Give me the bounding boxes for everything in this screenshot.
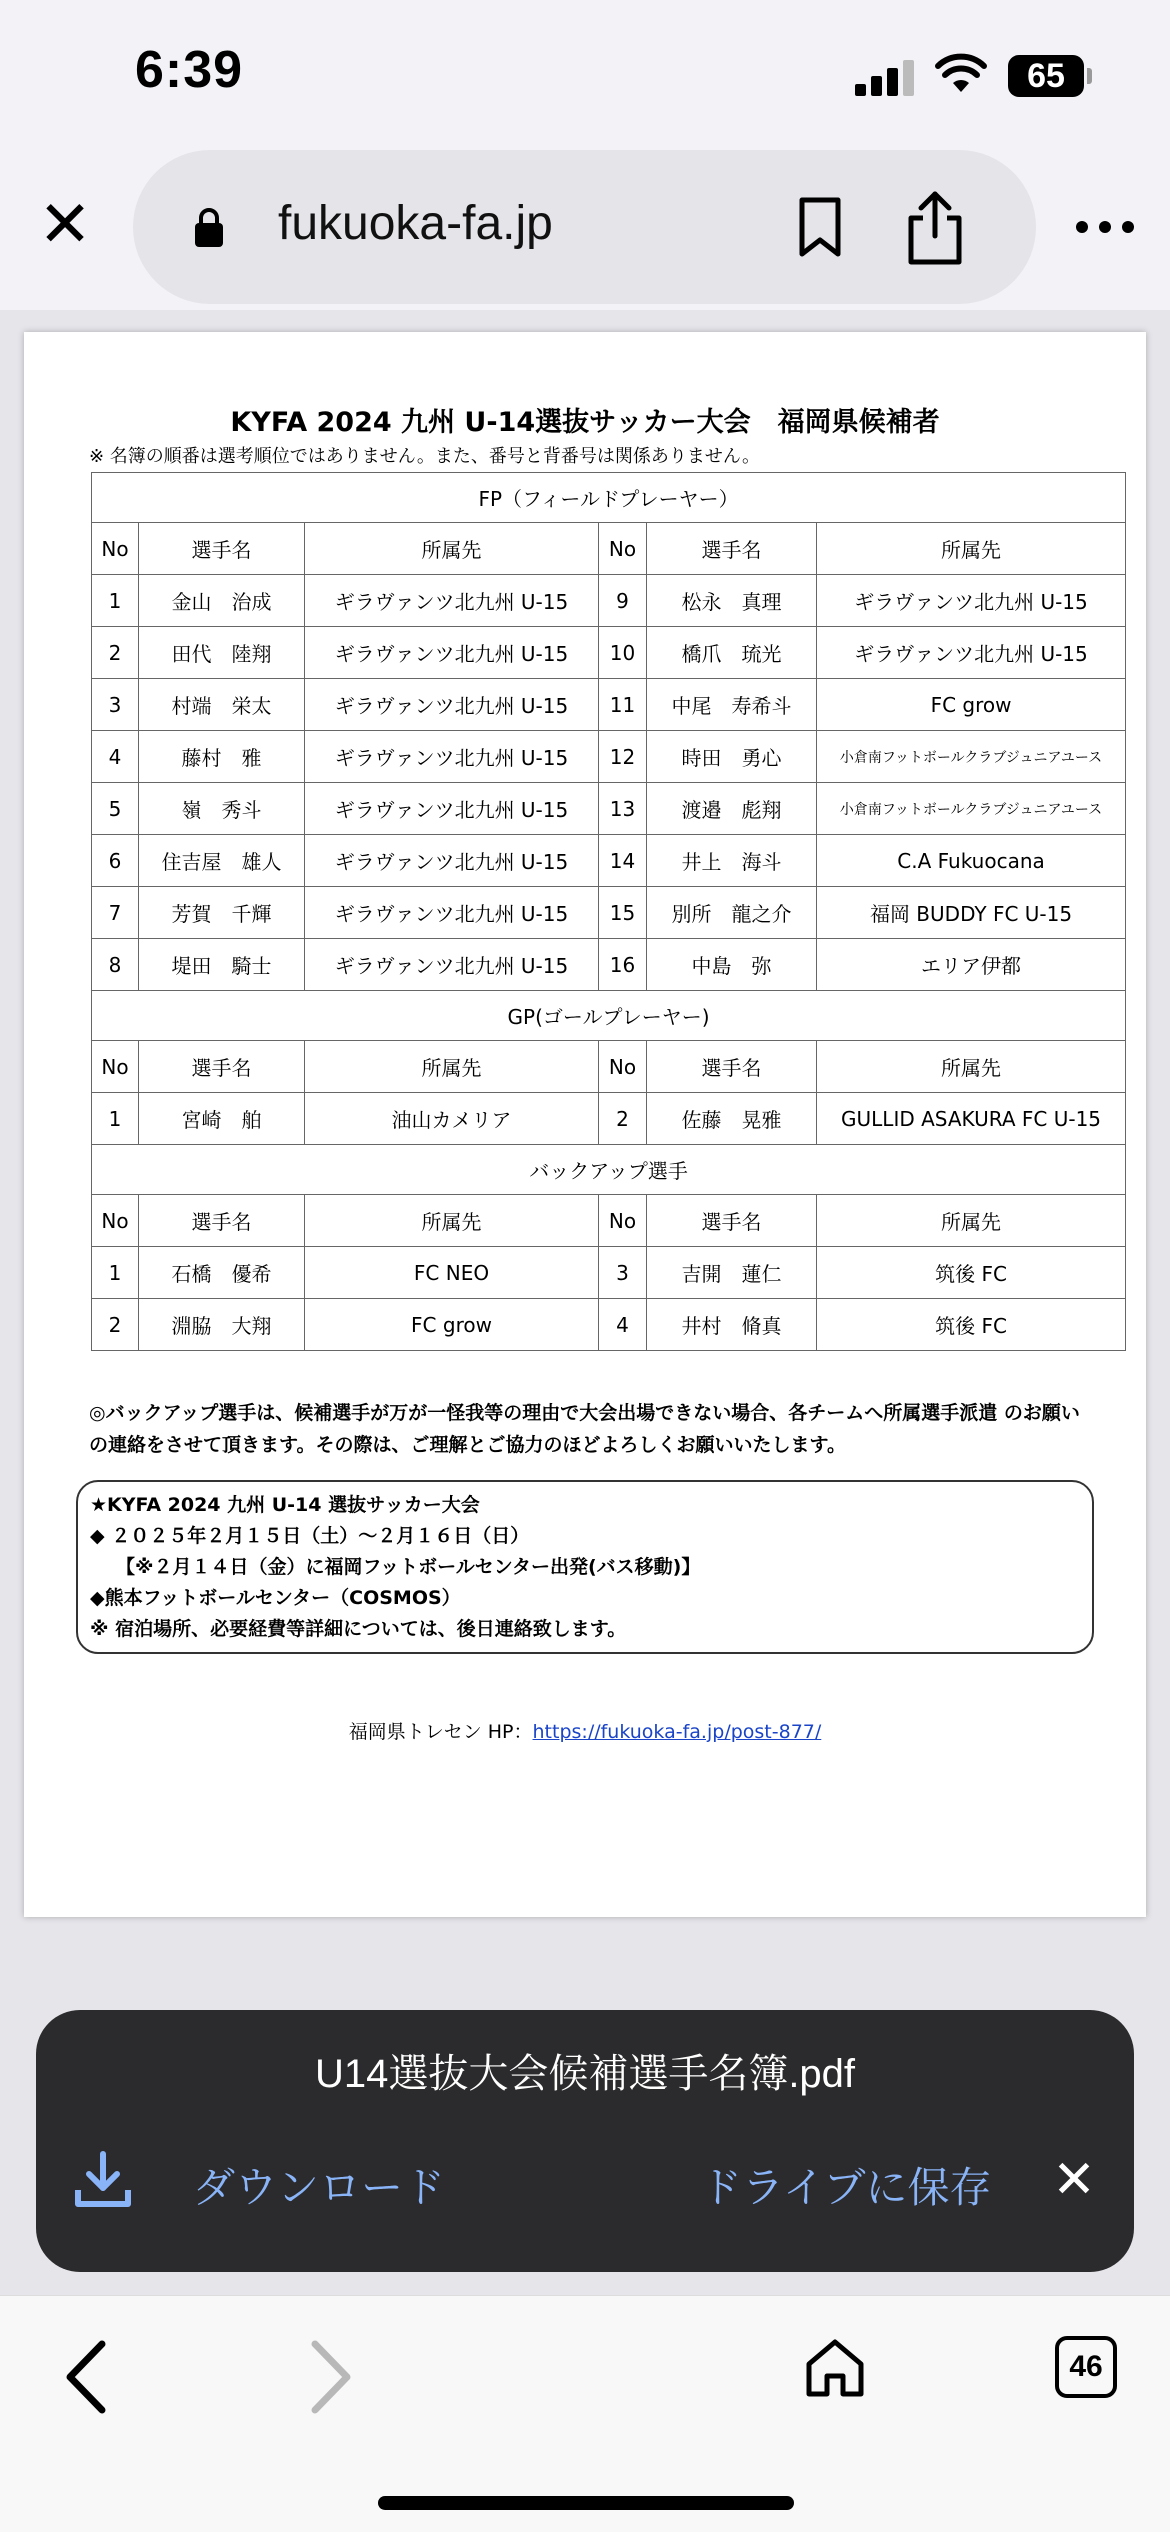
cellular-signal-icon	[855, 58, 915, 96]
player-number: 3	[599, 1247, 647, 1299]
player-club: 小倉南フットボールクラブジュニアユース	[817, 783, 1126, 835]
player-number: 6	[92, 835, 139, 887]
column-header-club: 所属先	[817, 523, 1126, 575]
player-number: 4	[92, 731, 139, 783]
section-header-row	[92, 1145, 1126, 1195]
player-number: 3	[92, 679, 139, 731]
player-club: 油山カメリア	[305, 1093, 599, 1145]
player-number: 4	[599, 1299, 647, 1351]
tab-switcher-button[interactable]: 46	[1055, 2336, 1117, 2398]
player-club: 筑後 FC	[817, 1299, 1126, 1351]
player-name: 嶺 秀斗	[139, 783, 305, 835]
download-filename: U14選抜大会候補選手名簿.pdf	[314, 2052, 856, 2096]
player-name: 宮崎 舶	[139, 1093, 305, 1145]
bottom-toolbar	[0, 2295, 1170, 2532]
section-title: バックアップ選手	[92, 1145, 1126, 1195]
player-name: 石橋 優希	[139, 1247, 305, 1299]
section-title: FP（フィールドプレーヤー）	[92, 473, 1126, 523]
player-club: ギラヴァンツ北九州 U-15	[305, 575, 599, 627]
player-club: 小倉南フットボールクラブジュニアユース	[817, 731, 1126, 783]
player-name: 藤村 雅	[139, 731, 305, 783]
column-header-club: 所属先	[817, 1041, 1126, 1093]
player-name: 時田 勇心	[647, 731, 817, 783]
table-row	[92, 731, 1126, 783]
more-options-icon[interactable]	[1070, 215, 1140, 239]
player-number: 2	[599, 1093, 647, 1145]
player-name: 芳賀 千輝	[139, 887, 305, 939]
player-name: 橋爪 琉光	[647, 627, 817, 679]
player-number: 12	[599, 731, 647, 783]
table-row	[92, 783, 1126, 835]
player-club: ギラヴァンツ北九州 U-15	[305, 627, 599, 679]
event-info-box	[76, 1480, 1094, 1654]
player-name: 村端 栄太	[139, 679, 305, 731]
column-header-club: 所属先	[305, 523, 599, 575]
battery-tip	[1087, 68, 1092, 84]
info-line: ◆ ２０２５年２月１５日（土）～２月１６日（日）	[90, 1525, 530, 1547]
table-row	[92, 575, 1126, 627]
info-line: ◆熊本フットボールセンター（COSMOS）	[90, 1587, 461, 1609]
player-name: 吉開 蓮仁	[647, 1247, 817, 1299]
player-club: ギラヴァンツ北九州 U-15	[305, 783, 599, 835]
player-club: C.A Fukuocana	[817, 835, 1126, 887]
player-name: 別所 龍之介	[647, 887, 817, 939]
player-number: 1	[92, 575, 139, 627]
lock-icon	[193, 206, 225, 248]
player-name: 井上 海斗	[647, 835, 817, 887]
player-name: 中尾 寿希斗	[647, 679, 817, 731]
player-club: ギラヴァンツ北九州 U-15	[305, 731, 599, 783]
column-header-name: 選手名	[647, 523, 817, 575]
table-row	[92, 1093, 1126, 1145]
player-number: 7	[92, 887, 139, 939]
backup-footnote: ◎バックアップ選手は、候補選手が万が一怪我等の理由で大会出場できない場合、各チームへ所属選手派遣 のお願いの連絡をさせて頂きます。その際は、ご理解とご協力のほどよろしくお願いいたします。	[89, 1402, 1080, 1456]
column-header-club: 所属先	[305, 1195, 599, 1247]
home-indicator	[378, 2496, 794, 2510]
download-icon[interactable]	[74, 2150, 132, 2208]
player-number: 5	[92, 783, 139, 835]
column-header-name: 選手名	[647, 1195, 817, 1247]
table-row	[92, 1299, 1126, 1351]
table-row	[92, 887, 1126, 939]
info-line: ★KYFA 2024 九州 U-14 選抜サッカー大会	[90, 1494, 480, 1516]
bookmark-icon[interactable]	[796, 196, 844, 258]
column-header-no: No	[599, 523, 647, 575]
column-header-name: 選手名	[139, 1041, 305, 1093]
player-number: 1	[92, 1093, 139, 1145]
player-number: 8	[92, 939, 139, 991]
address-bar[interactable]	[133, 150, 1036, 304]
player-club: GULLID ASAKURA FC U-15	[817, 1093, 1126, 1145]
document-note: ※ 名簿の順番は選考順位ではありません。また、番号と背番号は関係ありません。	[89, 446, 760, 467]
share-icon[interactable]	[903, 188, 967, 266]
pdf-page	[24, 332, 1146, 1917]
player-name: 井村 脩真	[647, 1299, 817, 1351]
player-club: FC grow	[305, 1299, 599, 1351]
player-club: ギラヴァンツ北九州 U-15	[817, 575, 1126, 627]
player-club: ギラヴァンツ北九州 U-15	[305, 887, 599, 939]
info-line: ※ 宿泊場所、必要経費等詳細については、後日連絡致します。	[90, 1618, 627, 1640]
column-header-name: 選手名	[139, 1195, 305, 1247]
tracen-hp-link[interactable]: https://fukuoka-fa.jp/post-877/	[532, 1721, 822, 1743]
table-row	[92, 627, 1126, 679]
section-title: GP(ゴールプレーヤー)	[92, 991, 1126, 1041]
player-number: 11	[599, 679, 647, 731]
address-row	[0, 150, 1170, 310]
player-club: ギラヴァンツ北九州 U-15	[305, 835, 599, 887]
document-title: KYFA 2024 九州 U-14選抜サッカー大会 福岡県候補者	[230, 407, 940, 438]
player-club: エリア伊都	[817, 939, 1126, 991]
forward-arrow-icon[interactable]	[305, 2332, 357, 2422]
player-number: 10	[599, 627, 647, 679]
player-number: 2	[92, 1299, 139, 1351]
section-header-row	[92, 473, 1126, 523]
player-number: 9	[599, 575, 647, 627]
column-header-row	[92, 523, 1126, 575]
link-label: 福岡県トレセン HP：	[348, 1721, 533, 1743]
close-tab-button[interactable]: ✕	[38, 188, 92, 262]
player-number: 15	[599, 887, 647, 939]
pdf-viewer[interactable]	[0, 310, 1170, 2295]
player-number: 13	[599, 783, 647, 835]
player-club: ギラヴァンツ北九州 U-15	[305, 679, 599, 731]
table-row	[92, 679, 1126, 731]
player-club: FC NEO	[305, 1247, 599, 1299]
column-header-name: 選手名	[139, 523, 305, 575]
status-time: 6:39	[135, 41, 244, 99]
player-name: 中島 弥	[647, 939, 817, 991]
battery-icon: 65	[1008, 55, 1084, 97]
column-header-name: 選手名	[647, 1041, 817, 1093]
player-club: FC grow	[817, 679, 1126, 731]
column-header-no: No	[599, 1041, 647, 1093]
table-row	[92, 1247, 1126, 1299]
player-name: 渡邉 彪翔	[647, 783, 817, 835]
player-club: 筑後 FC	[817, 1247, 1126, 1299]
column-header-no: No	[92, 523, 139, 575]
player-number: 14	[599, 835, 647, 887]
wifi-icon	[935, 52, 987, 94]
section-header-row	[92, 991, 1126, 1041]
player-name: 淵脇 大翔	[139, 1299, 305, 1351]
info-line: 【※２月１４日（金）に福岡フットボールセンター出発(バス移動)】	[116, 1556, 701, 1578]
player-club: ギラヴァンツ北九州 U-15	[305, 939, 599, 991]
column-header-club: 所属先	[305, 1041, 599, 1093]
download-sheet	[36, 2010, 1134, 2272]
player-name: 佐藤 晃雅	[647, 1093, 817, 1145]
column-header-no: No	[92, 1195, 139, 1247]
column-header-row	[92, 1041, 1126, 1093]
player-name: 金山 治成	[139, 575, 305, 627]
column-header-row	[92, 1195, 1126, 1247]
column-header-no: No	[92, 1041, 139, 1093]
close-download-sheet-button[interactable]: ✕	[1052, 2150, 1096, 2210]
tracen-link-row	[24, 1717, 1146, 1744]
table-row	[92, 835, 1126, 887]
player-club: 福岡 BUDDY FC U-15	[817, 887, 1126, 939]
player-name: 田代 陸翔	[139, 627, 305, 679]
status-bar	[0, 0, 1170, 150]
save-to-drive-button[interactable]: ドライブに保存	[700, 2163, 992, 2212]
player-number: 16	[599, 939, 647, 991]
player-number: 2	[92, 627, 139, 679]
table-row	[92, 939, 1126, 991]
roster-table	[91, 472, 1126, 1351]
column-header-no: No	[599, 1195, 647, 1247]
player-name: 住吉屋 雄人	[139, 835, 305, 887]
player-name: 松永 真理	[647, 575, 817, 627]
player-number: 1	[92, 1247, 139, 1299]
player-club: ギラヴァンツ北九州 U-15	[817, 627, 1126, 679]
download-button[interactable]: ダウンロード	[193, 2163, 446, 2212]
player-name: 堤田 騎士	[139, 939, 305, 991]
url-text[interactable]: fukuoka-fa.jp	[278, 197, 553, 250]
back-arrow-icon[interactable]	[60, 2332, 112, 2422]
column-header-club: 所属先	[817, 1195, 1126, 1247]
home-icon[interactable]	[803, 2336, 867, 2400]
